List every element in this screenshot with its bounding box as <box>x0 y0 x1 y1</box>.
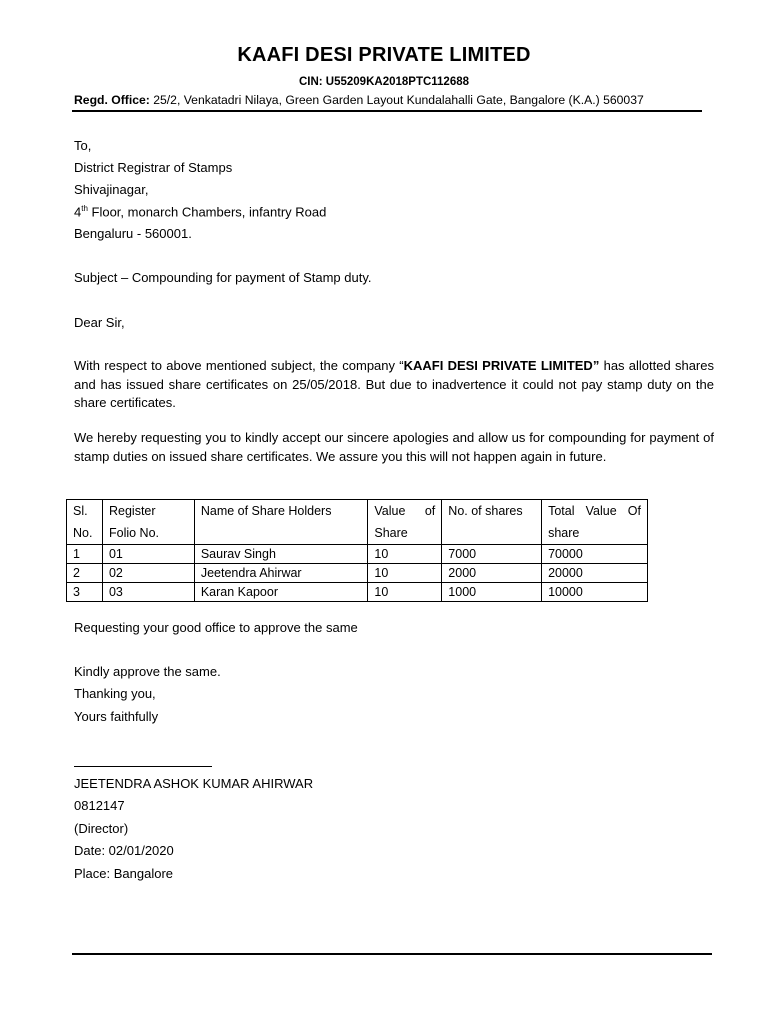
cell-shares: 2000 <box>442 564 542 583</box>
subject-line: Subject – Compounding for payment of Stamp duty. <box>74 270 372 285</box>
paragraph-1 <box>74 357 714 413</box>
cell-folio: 01 <box>102 545 194 564</box>
addressee-line-1: District Registrar of Stamps <box>74 160 233 175</box>
paragraph-2: We hereby requesting you to kindly accept our sincere apologies and allow us for compounding for payment of stamp duties on issued share certificates. We assure you this will not happen again in future. <box>74 430 714 464</box>
letter-date: Date: 02/01/2020 <box>74 843 174 858</box>
closing-thanks: Thanking you, <box>74 686 156 701</box>
cell-total: 70000 <box>542 545 648 564</box>
header-folio: Register Folio No. <box>102 500 194 545</box>
cell-shares: 7000 <box>442 545 542 564</box>
addressee-line-3 <box>74 204 326 219</box>
cell-total: 10000 <box>542 583 648 602</box>
cell-value: 10 <box>368 564 442 583</box>
paragraph-1-end: has allotted shares and has issued share certificates on 25/05/2018. But due to inadvertence it could not pay stamp duty on the share certificates. <box>74 358 714 410</box>
floor-address: Floor, monarch Chambers, infantry Road <box>87 204 327 220</box>
cell-folio: 02 <box>102 564 194 583</box>
table-row <box>67 545 648 564</box>
signature-line <box>74 766 212 767</box>
cell-folio: 03 <box>102 583 194 602</box>
signatory-name: JEETENDRA ASHOK KUMAR AHIRWAR <box>74 776 314 791</box>
paragraph-1-start: With respect to above mentioned subject, the company “ <box>74 358 404 373</box>
addressee-line-2: Shivajinagar, <box>74 182 149 197</box>
cell-name: Saurav Singh <box>194 545 368 564</box>
closing-yours: Yours faithfully <box>74 709 159 724</box>
cell-sl-no: 2 <box>67 564 103 583</box>
company-name: KAAFI DESI PRIVATE LIMITED <box>237 44 531 66</box>
table-header-row <box>67 500 648 545</box>
header-total: Total Value Of share <box>542 500 648 545</box>
floor-suffix: th <box>81 204 88 213</box>
table-row <box>67 583 648 602</box>
header-divider <box>72 110 702 112</box>
cell-sl-no: 3 <box>67 583 103 602</box>
floor-number: 4 <box>74 204 82 220</box>
addressee-line-4: Bengaluru - 560001. <box>74 226 192 241</box>
header-shares: No. of shares <box>442 500 542 545</box>
cell-total: 20000 <box>542 564 648 583</box>
cell-name: Jeetendra Ahirwar <box>194 564 368 583</box>
cell-name: Karan Kapoor <box>194 583 368 602</box>
closing-request: Requesting your good office to approve the same <box>74 620 358 635</box>
registered-office <box>74 93 644 107</box>
footer-divider <box>72 953 712 955</box>
paragraph-1-company: KAAFI DESI PRIVATE LIMITED” <box>403 358 600 373</box>
office-address: 25/2, Venkatadri Nilaya, Green Garden Layout Kundalahalli Gate, Bangalore (K.A.) 560037 <box>149 93 644 107</box>
header-sl-no: Sl. No. <box>67 500 103 545</box>
cell-value: 10 <box>368 583 442 602</box>
cell-sl-no: 1 <box>67 545 103 564</box>
closing-approve: Kindly approve the same. <box>74 664 221 679</box>
salutation: Dear Sir, <box>74 315 125 330</box>
table-row <box>67 564 648 583</box>
office-label: Regd. Office: <box>74 93 150 107</box>
signatory-designation: (Director) <box>74 821 129 836</box>
header-value: Value of Share <box>368 500 442 545</box>
header-name: Name of Share Holders <box>194 500 368 545</box>
company-cin: CIN: U55209KA2018PTC112688 <box>298 76 470 88</box>
signatory-din: 0812147 <box>74 798 125 813</box>
addressee-to: To, <box>74 138 92 153</box>
letter-place: Place: Bangalore <box>74 866 174 881</box>
cell-shares: 1000 <box>442 583 542 602</box>
cell-value: 10 <box>368 545 442 564</box>
share-table <box>66 499 648 602</box>
